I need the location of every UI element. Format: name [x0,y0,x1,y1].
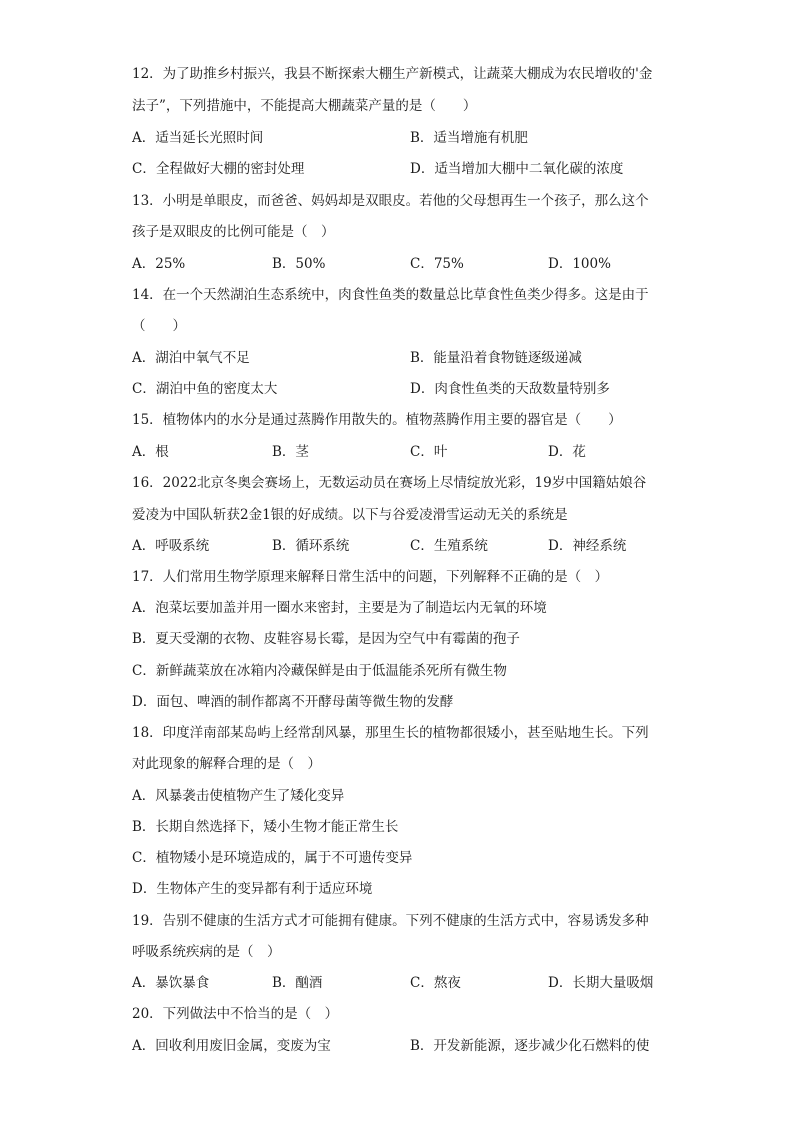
question-20-line-1: 20．下列做法中不恰当的是（ ） [132,1006,339,1022]
question-13-option-d: D．100% [548,256,611,272]
question-18-line-1: 18．印度洋南部某岛屿上经常刮风暴，那里生长的植物都很矮小，甚至贴地生长。下列 [132,725,649,741]
question-12-line-1: 12．为了助推乡村振兴，我县不断探索大棚生产新模式，让蔬菜大棚成为农民增收的'金 [132,66,653,82]
question-19-option-b: B．酗酒 [272,975,323,991]
question-15-option-b: B．茎 [272,444,309,460]
question-17-option-d: D．面包、啤酒的制作都离不开酵母菌等微生物的发酵 [132,694,454,710]
question-17-option-c: C．新鲜蔬菜放在冰箱内冷藏保鲜是由于低温能杀死所有微生物 [132,663,507,679]
question-14-line-2: （ ） [132,318,186,334]
question-13-option-b: B．50% [272,256,326,272]
question-12-option-b: B．适当增施有机肥 [410,130,528,146]
question-17-option-a: A．泡菜坛要加盖并用一圈水来密封，主要是为了制造坛内无氧的环境 [132,600,547,616]
question-12-line-2: 法子”，下列措施中，不能提高大棚蔬菜产量的是（ ） [132,98,477,114]
question-19-option-a: A．暴饮暴食 [132,975,210,991]
question-13-line-1: 13．小明是单眼皮，而爸爸、妈妈却是双眼皮。若他的父母想再生一个孩子，那么这个 [132,193,649,209]
question-15-option-d: D．花 [548,444,586,460]
question-18-line-2: 对此现象的解释合理的是（ ） [132,756,321,772]
question-19-option-c: C．熬夜 [410,975,461,991]
question-19-line-2: 呼吸系统疾病的是（ ） [132,944,281,960]
question-12-option-a: A．适当延长光照时间 [132,130,264,146]
question-14-line-1: 14．在一个天然湖泊生态系统中，肉食性鱼类的数量总比草食性鱼类少得多。这是由于 [132,287,649,303]
question-13-option-c: C．75% [410,256,464,272]
question-19-option-d: D．长期大量吸烟 [548,975,654,991]
question-15-option-a: A．根 [132,444,169,460]
question-16-option-a: A．呼吸系统 [132,538,210,554]
question-14-option-a: A．湖泊中氧气不足 [132,350,250,366]
question-17-option-b: B．夏天受潮的衣物、皮鞋容易长霉，是因为空气中有霉菌的孢子 [132,631,520,647]
question-15-option-c: C．叶 [410,444,448,460]
question-13-line-2: 孩子是双眼皮的比例可能是（ ） [132,224,335,240]
question-16-line-2: 爱凌为中国队斩获2金1银的好成绩。以下与谷爱凌滑雪运动无关的系统是 [132,507,568,523]
question-18-option-d: D．生物体产生的变异都有利于适应环境 [132,881,373,897]
question-12-option-c: C．全程做好大棚的密封处理 [132,161,305,177]
question-16-option-d: D．神经系统 [548,538,627,554]
question-18-option-b: B．长期自然选择下，矮小生物才能正常生长 [132,819,399,835]
question-16-line-1: 16．2022北京冬奥会赛场上，无数运动员在赛场上尽情绽放光彩，19岁中国籍姑娘谷 [132,475,647,491]
question-16-option-c: C．生殖系统 [410,538,488,554]
question-12-option-d: D．适当增加大棚中二氧化碳的浓度 [410,161,624,177]
question-15-line-1: 15．植物体内的水分是通过蒸腾作用散失的。植物蒸腾作用主要的器官是（ ） [132,412,622,428]
question-17-line-1: 17．人们常用生物学原理来解释日常生活中的问题，下列解释不正确的是（ ） [132,569,609,585]
question-18-option-c: C．植物矮小是环境造成的，属于不可遗传变异 [132,850,413,866]
question-19-line-1: 19．告别不健康的生活方式才可能拥有健康。下列不健康的生活方式中，容易诱发多种 [132,913,649,929]
question-14-option-d: D．肉食性鱼类的天敌数量特别多 [410,381,610,397]
question-14-option-c: C．湖泊中鱼的密度太大 [132,381,278,397]
question-20-option-a: A．回收利用废旧金属，变废为宝 [132,1038,331,1054]
question-16-option-b: B．循环系统 [272,538,350,554]
question-20-option-b: B．开发新能源，逐步减少化石燃料的使 [410,1038,650,1054]
question-14-option-b: B．能量沿着食物链逐级递减 [410,350,582,366]
question-13-option-a: A．25% [132,256,186,272]
question-18-option-a: A．风暴袭击使植物产生了矮化变异 [132,788,345,804]
